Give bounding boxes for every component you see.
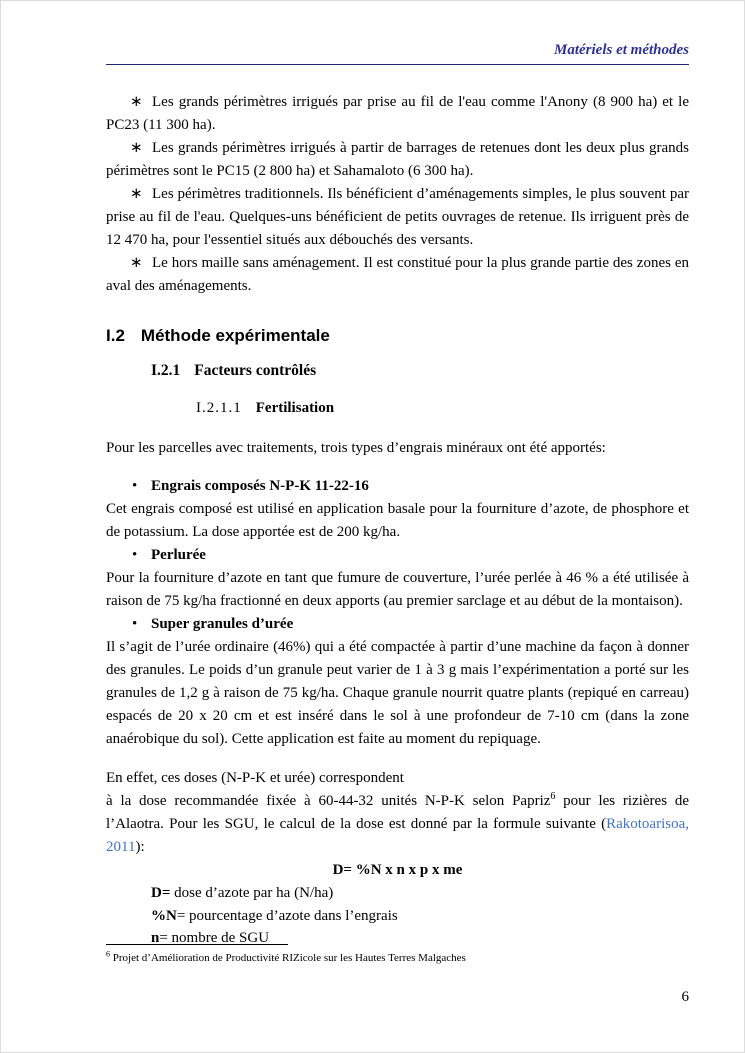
paragraph-text: ): [135, 839, 145, 855]
asterisk-bullet-marker: ∗ [130, 140, 143, 156]
list-item [132, 475, 689, 498]
paragraph-text: pour les rizières de l’Alaotra. Pour les SGU, le calcul de la dose est donné par la formule suivante ( [106, 793, 689, 832]
bullet-paragraph [106, 137, 689, 183]
list-item [132, 613, 689, 636]
footnote-separator [106, 944, 288, 945]
subsection-title: Facteurs contrôlés [194, 362, 317, 379]
list-item [132, 544, 689, 567]
subsection-heading [151, 360, 689, 382]
paragraph: Cet engrais composé est utilisé en application basale pour la fourniture d’azote, de phosphore et de potassium. La dose apportée est de 200 kg/ha. [106, 501, 689, 540]
footnote-number: 6 [106, 949, 110, 959]
citation-link[interactable]: Rakotoarisoa, 2011 [106, 816, 689, 855]
list-item-title: Super granules d’urée [151, 616, 294, 632]
bullet-text: Le hors maille sans aménagement. Il est constitué pour la plus grande partie des zones en aval des aménagements. [106, 255, 689, 294]
definition-text: dose d’azote par ha (N/ha) [170, 885, 334, 901]
list-item-title: Perlurée [151, 547, 206, 563]
definition-line [151, 882, 689, 905]
paragraph: En effet, ces doses (N-P-K et urée) correspondent [106, 770, 404, 786]
page-header [106, 41, 689, 65]
asterisk-bullet-marker: ∗ [130, 186, 143, 202]
subsection-number: I.2.1 [151, 362, 181, 379]
section-number: I.2 [106, 326, 125, 345]
definition-term: n [151, 930, 160, 946]
bullet-text: Les périmètres traditionnels. Ils bénéficient d’aménagements simples, le plus souvent par prise au fil de l'eau. Quelques-uns bénéficient de petits ouvrages de retenue. Ils irriguent près de 12 470 ha, pour l'essentiel situés aux débouchés des versants. [106, 186, 689, 248]
bullet-paragraph [106, 252, 689, 298]
definition-term: %N [151, 907, 177, 924]
subsubsection-heading [196, 397, 689, 419]
definition-text: = pourcentage d’azote dans l’engrais [176, 907, 398, 924]
paragraph [106, 790, 689, 859]
section-heading [106, 325, 689, 347]
section-title: Méthode expérimentale [140, 326, 330, 345]
bullet-text: Les grands périmètres irrigués par prise au fil de l'eau comme l'Anony (8 900 ha) et le PC23 (11 300 ha). [106, 94, 689, 133]
intro-bullet-list [106, 91, 689, 298]
asterisk-bullet-marker: ∗ [130, 255, 143, 271]
footnote-text: Projet d’Amélioration de Productivité RIZicole sur les Hautes Terres Malgaches [110, 952, 466, 964]
dot-bullet-marker: • [132, 478, 138, 494]
page-number: 6 [681, 989, 689, 1005]
asterisk-bullet-marker: ∗ [130, 94, 143, 110]
bullet-paragraph [106, 91, 689, 137]
bullet-text: Les grands périmètres irrigués à partir de barrages de retenues dont les deux plus grands périmètres sont le PC15 (2 800 ha) et Sahamaloto (6 300 ha). [106, 140, 689, 179]
paragraph: Il s’agit de l’urée ordinaire (46%) qui a été compactée à partir d’une machine da façon à donner des granules. Le poids d’un granule peut varier de 1 à 3 g mais l’expérimentation a porté sur les granules de 1,2 g à raison de 75 kg/ha. Chaque granule nourrit quatre plants (repiqué en carreau) espacés de 20 x 20 cm et est inséré dans le sol à une profondeur de 7-10 cm (dans la zone anaérobique du sol). Cette application est faite au moment du repiquage. [106, 639, 689, 747]
definition-line [151, 905, 689, 928]
formula: D= %N x n x p x me [332, 862, 463, 878]
paragraph: Pour les parcelles avec traitements, trois types d’engrais minéraux ont été apportés: [106, 440, 606, 456]
definition-text: = nombre de SGU [159, 930, 270, 946]
subsubsection-title: Fertilisation [255, 400, 335, 416]
footnote-reference: 6 [550, 791, 556, 802]
dot-bullet-marker: • [132, 616, 138, 632]
footnote-area [106, 944, 689, 966]
paragraph-text: à la dose recommandée fixée à 60-44-32 unités N-P-K selon Papriz [106, 793, 551, 809]
paragraph: Pour la fourniture d’azote en tant que fumure de couverture, l’urée perlée à 46 % a été utilisée à raison de 75 kg/ha fractionné en deux apports (au premier sarclage et au début de la montaison). [106, 570, 689, 609]
bullet-paragraph [106, 183, 689, 252]
list-item-title: Engrais composés N-P-K 11-22-16 [151, 478, 369, 494]
running-header-title: Matériels et méthodes [554, 42, 689, 58]
definition-term: D= [151, 885, 171, 901]
dot-bullet-marker: • [132, 547, 138, 563]
footnote [106, 951, 689, 966]
subsubsection-number: I.2.1.1 [196, 400, 242, 416]
